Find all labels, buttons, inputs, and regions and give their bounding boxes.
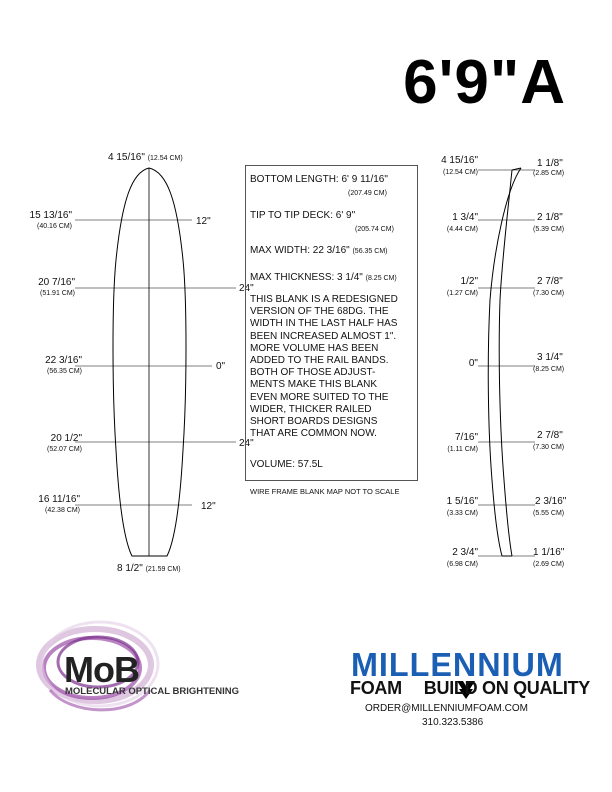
profile-left-value: 0" [468,358,478,369]
profile-right-cm: (7.30 CM) [533,444,565,451]
width-value: 22 3/16" [45,355,82,366]
width-cm: (42.38 CM) [44,507,80,514]
station-label: 12" [196,216,211,227]
profile-right-value: 1 1/16" [533,547,565,558]
profile-left-cm: (6.98 CM) [446,561,478,568]
profile-right-value: 2 1/8" [537,212,563,223]
max-thickness-cm: (8.25 CM) [365,275,397,282]
station-label: 24" [239,438,254,449]
blank-description: THIS BLANK IS A REDESIGNED VERSION OF THE 68DG. THE WIDTH IN THE LAST HALF HAS BEEN INCREASED ALMOST 1". MORE VOLUME HAS BEEN ADDED TO THE RAIL BANDS. BOTH OF THOSE ADJUST- MENTS MAKE THIS BLANK EVEN MORE SUITED TO THE WIDER, THICKER RAILED SHORT BOARDS DESIGNS THAT ARE COMMON NOW. [250,294,398,440]
profile-right-cm: (8.25 CM) [533,366,565,373]
profile-bottom [488,168,521,556]
width-value: 15 13/16" [29,210,72,221]
mob-logo-tagline: MOLECULAR OPTICAL BRIGHTENING [65,686,239,697]
profile-left-value: 2 3/4" [452,547,478,558]
scale-note: WIRE FRAME BLANK MAP NOT TO SCALE [250,487,400,496]
width-cm: (52.07 CM) [46,446,82,453]
profile-left-cm: (1.27 CM) [446,290,478,297]
profile-right-value: 2 7/8" [537,430,563,441]
planform-outline [113,168,186,556]
tip-to-tip-cm: (205.74 CM) [355,226,394,233]
profile-right-value: 2 3/16" [535,496,567,507]
width-value: 20 1/2" [50,433,82,444]
volume: VOLUME: 57.5L [250,459,323,470]
profile-deck [499,170,512,556]
max-width-value: MAX WIDTH: 22 3/16" [250,245,350,256]
profile-left-cm: (1.11 CM) [447,446,478,453]
width-cm: (51.91 CM) [39,290,75,297]
profile-left-value: 4 15/16" [441,155,478,166]
tail-width-label [117,563,181,575]
max-thickness-value: MAX THICKNESS: 3 1/4" [250,272,363,283]
profile-left-value: 7/16" [454,432,478,443]
profile-right-value: 2 7/8" [537,276,563,287]
profile-left-value: 1 3/4" [452,212,478,223]
profile-left-cm: (12.54 CM) [442,169,478,176]
millennium-logo-tagline [350,679,590,697]
contact-email[interactable]: ORDER@MILLENNIUMFOAM.COM [365,703,528,714]
profile-right-cm: (7.30 CM) [533,290,565,297]
tail-width-cm: (21.59 CM) [145,566,181,573]
profile-right-value: 1 1/8" [537,158,563,169]
profile-left-cm: (3.33 CM) [446,510,478,517]
build-on-quality: BUILD ON QUALITY [423,678,590,698]
bottom-length-cm: (207.49 CM) [348,190,387,197]
nose-width-label [108,152,183,164]
width-value: 20 7/16" [38,277,75,288]
profile-left-cm: (4.44 CM) [446,226,478,233]
mob-logo-letters: MoB [64,649,139,690]
foam-word: FOAM [350,678,402,698]
profile-left-value: 1/2" [460,276,478,287]
width-value: 16 11/16" [38,494,80,505]
max-width [250,245,387,258]
max-width-cm: (56.35 CM) [352,248,388,255]
max-thickness [250,272,397,285]
profile-right-cm: (5.39 CM) [533,226,565,233]
bottom-length: BOTTOM LENGTH: 6' 9 11/16" [250,174,388,185]
width-cm: (40.16 CM) [36,223,72,230]
contact-phone: 310.323.5386 [422,717,484,728]
profile-right-value: 3 1/4" [537,352,563,363]
millennium-logo-name: MILLENNIUM [351,646,564,683]
station-label: 12" [201,501,216,512]
page-title: 6'9"A [403,48,566,117]
nose-width-cm: (12.54 CM) [147,155,183,162]
width-cm: (56.35 CM) [46,368,82,375]
station-label: 24" [239,283,254,294]
profile-right-cm: (2.69 CM) [533,561,565,568]
nose-width-value: 4 15/16" [108,152,145,163]
station-label: 0" [216,361,226,372]
profile-right-cm: (5.55 CM) [533,510,565,517]
profile-right-cm: (2.85 CM) [533,170,565,177]
profile-left-value: 1 5/16" [446,496,478,507]
tip-to-tip-deck: TIP TO TIP DECK: 6' 9" [250,210,356,221]
tail-width-value: 8 1/2" [117,563,143,574]
